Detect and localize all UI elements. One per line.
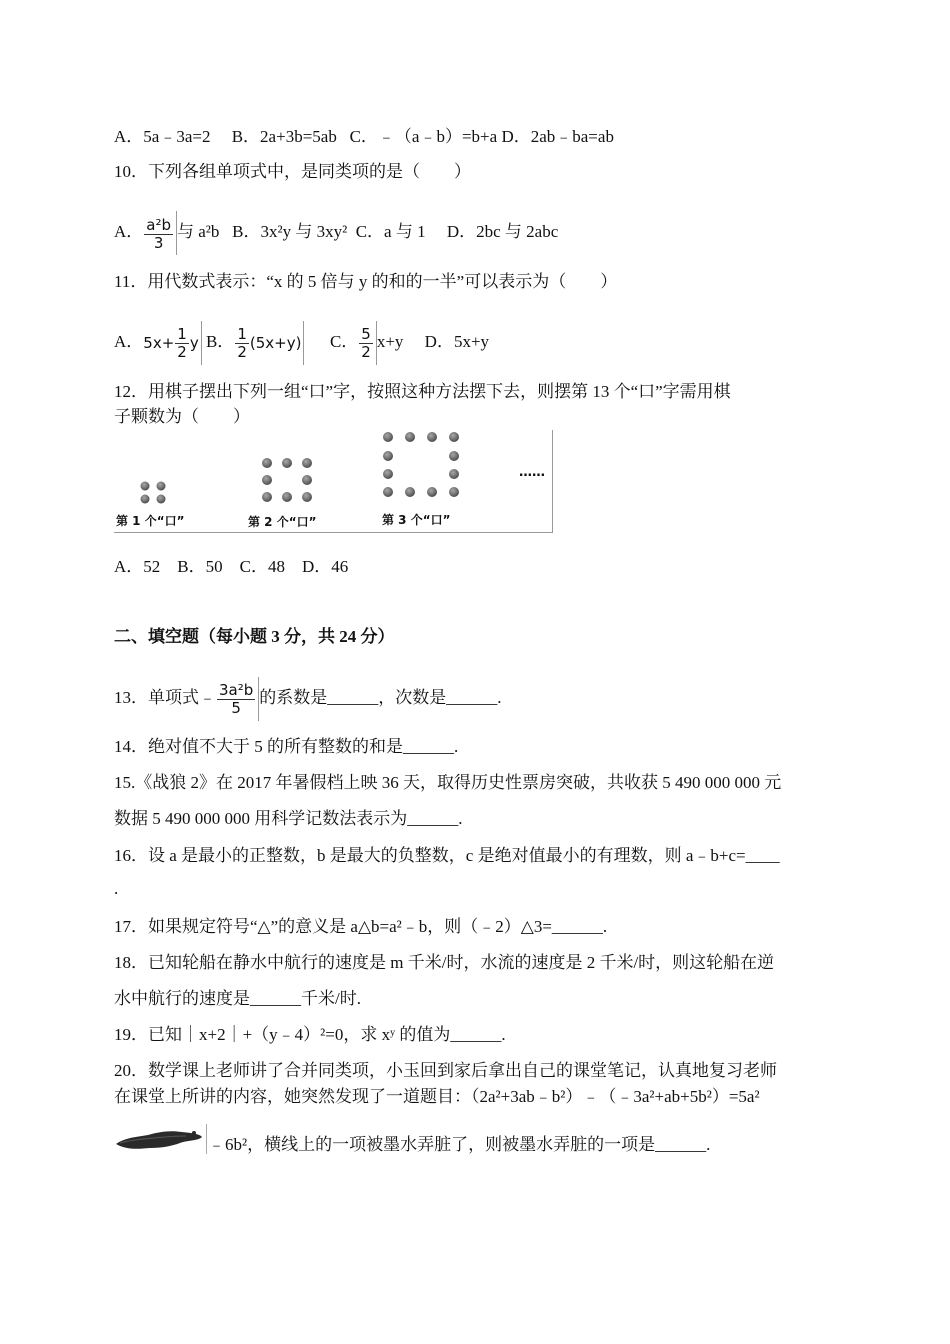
q16-line2: . [114, 879, 119, 898]
q10-option-c: C．a 与 1 [355, 222, 426, 241]
q13 [114, 676, 502, 721]
q20-line2: 在课堂上所讲的内容，她突然发现了一道题目：（2a²+3ab﹣b²）﹣（﹣3a²+ab+5b²）=5a² [114, 1087, 760, 1106]
q13-fraction [216, 677, 259, 721]
fraction-denominator: 3 [153, 233, 164, 252]
q9-option-b: B．2a+3b=5ab [231, 127, 337, 146]
q10-option-d: D．2bc 与 2abc [446, 222, 559, 241]
q12-options: A．52 B．50 C．48 D．46 [114, 557, 349, 576]
q12-stem-line2: 子颗数为（ ） [114, 407, 250, 426]
q10-option-a-label: A． [114, 222, 144, 241]
chess-pieces-figure [114, 430, 553, 533]
expression-part: 5x+ [143, 334, 175, 353]
pattern-3 [383, 432, 459, 497]
ink-blot-image [114, 1124, 207, 1154]
fraction-denominator: 2 [177, 343, 187, 362]
fraction-numerator: 3a²b [219, 681, 254, 700]
q11-options [114, 320, 489, 365]
q9-options [114, 126, 614, 148]
figure-ellipsis: …… [519, 465, 545, 480]
q13-suffix: 的系数是______，次数是______. [259, 688, 502, 707]
q20-line3: ﹣6b²，横线上的一项被墨水弄脏了，则被墨水弄脏的一项是______. [208, 1135, 711, 1154]
q11-option-c-label: C． [329, 332, 359, 351]
q11-option-c-fraction [358, 321, 377, 365]
q9-option-c: C．﹣（a﹣b）=b+a [349, 127, 498, 146]
q9-option-d: D．2ab﹣ba=ab [501, 127, 614, 146]
pattern-1 [141, 482, 166, 504]
pattern-2 [262, 458, 312, 502]
q15-line2: 数据 5 490 000 000 用科学记数法表示为______. [114, 809, 463, 828]
figure-caption-2: 第 2 个“口” [248, 515, 317, 529]
q10-option-a-fraction [143, 211, 177, 255]
q11-option-c-rest: x+y [376, 332, 404, 351]
q10-option-a-rest: 与 a²b [177, 222, 220, 241]
fraction-numerator: a²b [146, 215, 172, 234]
q10-options [114, 210, 558, 255]
section-heading: 二、填空题（每小题 3 分，共 24 分） [114, 627, 395, 646]
expression-part: (5x+y) [249, 334, 302, 353]
q11-option-b-expression [234, 321, 304, 365]
q14: 14．绝对值不大于 5 的所有整数的和是______. [114, 737, 459, 756]
expression-part: y [189, 334, 199, 353]
q16-line1: 16．设 a 是最小的正整数，b 是最大的负整数，c 是绝对值最小的有理数，则 a﹣b+c=____ [114, 846, 780, 865]
q11-option-d: D．5x+y [424, 332, 490, 351]
fraction-numerator: 1 [237, 325, 247, 344]
q18-line2: 水中航行的速度是______千米/时. [114, 989, 361, 1008]
fraction-numerator: 1 [177, 325, 187, 344]
q20-line1: 20．数学课上老师讲了合并同类项，小玉回到家后拿出自己的课堂笔记，认真地复习老师 [114, 1061, 777, 1080]
figure-caption-1: 第 1 个“口” [116, 514, 185, 528]
q11-stem: 11．用代数式表示：“x 的 5 倍与 y 的和的一半”可以表示为（ ） [114, 272, 618, 291]
fraction-numerator: 5 [361, 325, 371, 344]
ink-blot-icon [114, 1124, 206, 1154]
fraction-denominator: 2 [361, 343, 371, 362]
q17: 17．如果规定符号“△”的意义是 a△b=a²﹣b，则（﹣2）△3=______. [114, 917, 608, 936]
fraction-denominator: 5 [231, 699, 241, 718]
q12-stem-line1: 12．用棋子摆出下列一组“口”字，按照这种方法摆下去，则摆第 13 个“口”字需用棋 [114, 382, 731, 401]
q10-option-b: B．3x²y 与 3xy² [232, 222, 348, 241]
q11-option-b-label: B． [205, 332, 235, 351]
fraction-denominator: 2 [237, 343, 247, 362]
q13-prefix: 13．单项式﹣ [114, 688, 216, 707]
q11-option-a-label: A． [114, 332, 144, 351]
q10-stem: 10．下列各组单项式中，是同类项的是（ ） [114, 162, 471, 181]
q11-option-a-expression [143, 321, 201, 365]
figure-caption-3: 第 3 个“口” [382, 513, 451, 527]
q19: 19．已知｜x+2｜+（y﹣4）²=0，求 xʸ 的值为______. [114, 1025, 506, 1044]
q15-line1: 15.《战狼 2》在 2017 年暑假档上映 36 天，取得历史性票房突破，共收获 5 490 000 000 元 [114, 773, 782, 792]
q18-line1: 18．已知轮船在静水中航行的速度是 m 千米/时，水流的速度是 2 千米/时，则这轮船在逆 [114, 953, 775, 972]
q9-option-a: A．5a﹣3a=2 [114, 127, 211, 146]
